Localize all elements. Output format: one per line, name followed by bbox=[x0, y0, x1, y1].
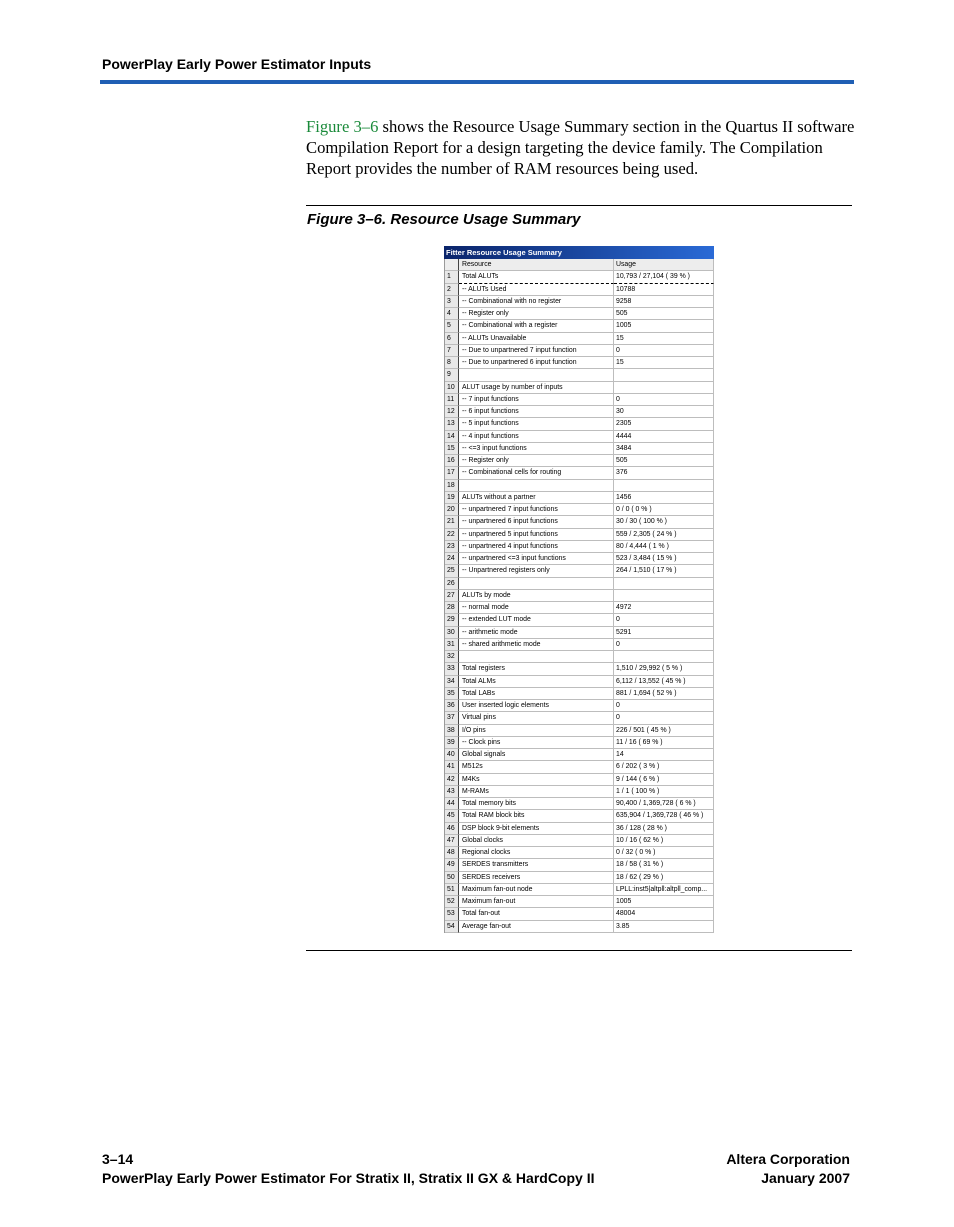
row-number: 8 bbox=[445, 357, 459, 369]
usage-cell: 10,793 / 27,104 ( 39 % ) bbox=[614, 271, 714, 283]
table-row[interactable] bbox=[445, 529, 714, 541]
usage-cell: 559 / 2,305 ( 24 % ) bbox=[614, 529, 714, 541]
resource-cell: -- 4 input functions bbox=[459, 431, 614, 443]
resource-cell: -- Register only bbox=[459, 455, 614, 467]
table-row[interactable] bbox=[445, 835, 714, 847]
footer-doc-title: PowerPlay Early Power Estimator For Stratix II, Stratix II GX & HardCopy II bbox=[102, 1170, 595, 1186]
usage-cell bbox=[614, 369, 714, 381]
resource-cell: -- ALUTs Used bbox=[459, 284, 614, 296]
page-number: 3–14 bbox=[102, 1151, 134, 1167]
resource-cell: -- 6 input functions bbox=[459, 406, 614, 418]
table-row[interactable] bbox=[445, 700, 714, 712]
table-row[interactable] bbox=[445, 480, 714, 492]
table-row[interactable] bbox=[445, 492, 714, 504]
usage-cell: 5291 bbox=[614, 627, 714, 639]
row-number: 1 bbox=[445, 271, 459, 283]
usage-cell: 376 bbox=[614, 467, 714, 479]
row-number: 17 bbox=[445, 467, 459, 479]
resource-cell: -- Combinational with a register bbox=[459, 320, 614, 332]
resource-cell: Total ALMs bbox=[459, 676, 614, 688]
resource-cell: -- arithmetic mode bbox=[459, 627, 614, 639]
usage-cell bbox=[614, 480, 714, 492]
resource-cell: -- Unpartnered registers only bbox=[459, 565, 614, 577]
table-row[interactable] bbox=[445, 296, 714, 308]
usage-cell: 6,112 / 13,552 ( 45 % ) bbox=[614, 676, 714, 688]
usage-cell bbox=[614, 590, 714, 602]
row-number: 12 bbox=[445, 406, 459, 418]
row-number: 10 bbox=[445, 382, 459, 394]
resource-cell: -- Combinational cells for routing bbox=[459, 467, 614, 479]
table-row[interactable] bbox=[445, 908, 714, 920]
footer-date: January 2007 bbox=[761, 1170, 850, 1186]
table-row[interactable] bbox=[445, 810, 714, 822]
row-number: 42 bbox=[445, 774, 459, 786]
row-number: 9 bbox=[445, 369, 459, 381]
table-row[interactable] bbox=[445, 369, 714, 381]
usage-cell: 48004 bbox=[614, 908, 714, 920]
row-number: 16 bbox=[445, 455, 459, 467]
table-row[interactable] bbox=[445, 639, 714, 651]
usage-cell: 0 bbox=[614, 614, 714, 626]
resource-cell: Total registers bbox=[459, 663, 614, 675]
table-row[interactable] bbox=[445, 614, 714, 626]
resource-cell: -- <=3 input functions bbox=[459, 443, 614, 455]
table-row[interactable] bbox=[445, 602, 714, 614]
row-number: 4 bbox=[445, 308, 459, 320]
usage-cell: 15 bbox=[614, 357, 714, 369]
resource-cell: M4Ks bbox=[459, 774, 614, 786]
row-number: 29 bbox=[445, 614, 459, 626]
row-number: 38 bbox=[445, 725, 459, 737]
table-row[interactable] bbox=[445, 859, 714, 871]
row-number: 44 bbox=[445, 798, 459, 810]
row-number: 36 bbox=[445, 700, 459, 712]
row-number: 30 bbox=[445, 627, 459, 639]
usage-cell: 10788 bbox=[614, 284, 714, 296]
usage-cell: 15 bbox=[614, 333, 714, 345]
row-number: 51 bbox=[445, 884, 459, 896]
usage-cell: 18 / 62 ( 29 % ) bbox=[614, 872, 714, 884]
usage-cell: 0 bbox=[614, 712, 714, 724]
resource-cell: Maximum fan-out node bbox=[459, 884, 614, 896]
row-number: 22 bbox=[445, 529, 459, 541]
row-number: 18 bbox=[445, 480, 459, 492]
table-row[interactable] bbox=[445, 872, 714, 884]
table-row[interactable] bbox=[445, 443, 714, 455]
resource-cell bbox=[459, 480, 614, 492]
usage-cell: 30 bbox=[614, 406, 714, 418]
usage-cell: 264 / 1,510 ( 17 % ) bbox=[614, 565, 714, 577]
usage-cell: 30 / 30 ( 100 % ) bbox=[614, 516, 714, 528]
panel-title-bar: Fitter Resource Usage Summary bbox=[444, 246, 714, 259]
row-number: 32 bbox=[445, 651, 459, 663]
usage-cell: 635,904 / 1,369,728 ( 46 % ) bbox=[614, 810, 714, 822]
row-number: 7 bbox=[445, 345, 459, 357]
resource-cell: Total ALUTs bbox=[459, 271, 614, 283]
table-row[interactable] bbox=[445, 578, 714, 590]
table-row[interactable] bbox=[445, 333, 714, 345]
resource-cell: -- 5 input functions bbox=[459, 418, 614, 430]
table-row[interactable] bbox=[445, 749, 714, 761]
usage-cell: 2305 bbox=[614, 418, 714, 430]
row-number: 11 bbox=[445, 394, 459, 406]
table-row[interactable] bbox=[445, 774, 714, 786]
usage-cell: 1456 bbox=[614, 492, 714, 504]
resource-cell: Regional clocks bbox=[459, 847, 614, 859]
table-row[interactable] bbox=[445, 308, 714, 320]
row-number: 40 bbox=[445, 749, 459, 761]
usage-cell: 1005 bbox=[614, 320, 714, 332]
row-number: 33 bbox=[445, 663, 459, 675]
resource-cell: Maximum fan-out bbox=[459, 896, 614, 908]
intro-text: shows the Resource Usage Summary section in the Quartus II software Compilation Report for a design targeting the device family. The Compilation Report provides the number of RAM resources being used. bbox=[306, 117, 855, 178]
row-number: 41 bbox=[445, 761, 459, 773]
usage-cell: 1,510 / 29,992 ( 5 % ) bbox=[614, 663, 714, 675]
resource-cell: -- Combinational with no register bbox=[459, 296, 614, 308]
resource-cell: I/O pins bbox=[459, 725, 614, 737]
row-number: 43 bbox=[445, 786, 459, 798]
table-row[interactable] bbox=[445, 565, 714, 577]
table-row[interactable] bbox=[445, 688, 714, 700]
resource-cell: ALUTs by mode bbox=[459, 590, 614, 602]
resource-cell: SERDES transmitters bbox=[459, 859, 614, 871]
usage-cell: 14 bbox=[614, 749, 714, 761]
table-row[interactable] bbox=[445, 382, 714, 394]
row-number: 20 bbox=[445, 504, 459, 516]
row-number: 46 bbox=[445, 823, 459, 835]
table-row[interactable] bbox=[445, 345, 714, 357]
resource-cell: -- Register only bbox=[459, 308, 614, 320]
usage-cell: 505 bbox=[614, 308, 714, 320]
resource-cell: -- unpartnered 5 input functions bbox=[459, 529, 614, 541]
table-row[interactable] bbox=[445, 357, 714, 369]
resource-cell: -- shared arithmetic mode bbox=[459, 639, 614, 651]
table-row[interactable] bbox=[445, 712, 714, 724]
usage-cell: 226 / 501 ( 45 % ) bbox=[614, 725, 714, 737]
usage-cell bbox=[614, 382, 714, 394]
resource-cell: -- unpartnered 6 input functions bbox=[459, 516, 614, 528]
footer-company: Altera Corporation bbox=[726, 1151, 850, 1167]
row-number: 37 bbox=[445, 712, 459, 724]
table-row[interactable] bbox=[445, 676, 714, 688]
row-number: 31 bbox=[445, 639, 459, 651]
resource-cell: -- Due to unpartnered 6 input function bbox=[459, 357, 614, 369]
header-rule bbox=[100, 80, 854, 84]
row-number: 54 bbox=[445, 921, 459, 933]
usage-cell: 881 / 1,694 ( 52 % ) bbox=[614, 688, 714, 700]
resource-cell: Global signals bbox=[459, 749, 614, 761]
usage-cell: 1 / 1 ( 100 % ) bbox=[614, 786, 714, 798]
usage-cell: 4444 bbox=[614, 431, 714, 443]
table-row[interactable] bbox=[445, 847, 714, 859]
row-number: 5 bbox=[445, 320, 459, 332]
resource-column-header[interactable]: Resource bbox=[459, 259, 614, 271]
table-row[interactable] bbox=[445, 761, 714, 773]
usage-cell: 0 bbox=[614, 345, 714, 357]
resource-cell: Average fan-out bbox=[459, 921, 614, 933]
figure-caption: Figure 3–6. Resource Usage Summary bbox=[307, 211, 581, 228]
row-number: 14 bbox=[445, 431, 459, 443]
resource-cell: Total fan-out bbox=[459, 908, 614, 920]
row-number: 19 bbox=[445, 492, 459, 504]
resource-cell: -- normal mode bbox=[459, 602, 614, 614]
grid-header-row bbox=[445, 259, 714, 271]
resource-cell: Total RAM block bits bbox=[459, 810, 614, 822]
row-number: 45 bbox=[445, 810, 459, 822]
resource-cell: -- ALUTs Unavailable bbox=[459, 333, 614, 345]
usage-cell bbox=[614, 578, 714, 590]
resource-cell: Total memory bits bbox=[459, 798, 614, 810]
usage-cell: 6 / 202 ( 3 % ) bbox=[614, 761, 714, 773]
usage-cell: 505 bbox=[614, 455, 714, 467]
row-number: 6 bbox=[445, 333, 459, 345]
resource-cell: -- Clock pins bbox=[459, 737, 614, 749]
figure-bottom-rule bbox=[306, 950, 852, 951]
table-row[interactable] bbox=[445, 394, 714, 406]
row-number: 39 bbox=[445, 737, 459, 749]
resource-usage-panel bbox=[444, 246, 714, 933]
usage-cell: 3484 bbox=[614, 443, 714, 455]
usage-cell: 90,400 / 1,369,728 ( 6 % ) bbox=[614, 798, 714, 810]
table-row[interactable] bbox=[445, 798, 714, 810]
resource-cell: ALUT usage by number of inputs bbox=[459, 382, 614, 394]
row-number: 25 bbox=[445, 565, 459, 577]
row-number: 27 bbox=[445, 590, 459, 602]
usage-cell: 9 / 144 ( 6 % ) bbox=[614, 774, 714, 786]
usage-cell: 523 / 3,484 ( 15 % ) bbox=[614, 553, 714, 565]
table-row[interactable] bbox=[445, 455, 714, 467]
row-number-header bbox=[445, 259, 459, 271]
row-number: 24 bbox=[445, 553, 459, 565]
figure-top-rule bbox=[306, 205, 852, 206]
table-row[interactable] bbox=[445, 896, 714, 908]
table-row[interactable] bbox=[445, 504, 714, 516]
usage-cell bbox=[614, 651, 714, 663]
usage-cell: 9258 bbox=[614, 296, 714, 308]
usage-cell: 0 / 0 ( 0 % ) bbox=[614, 504, 714, 516]
row-number: 13 bbox=[445, 418, 459, 430]
running-header-title: PowerPlay Early Power Estimator Inputs bbox=[102, 56, 372, 72]
row-number: 52 bbox=[445, 896, 459, 908]
figure-link[interactable]: Figure 3–6 bbox=[306, 117, 379, 136]
usage-cell: 0 bbox=[614, 394, 714, 406]
table-row[interactable] bbox=[445, 921, 714, 933]
usage-cell: 80 / 4,444 ( 1 % ) bbox=[614, 541, 714, 553]
row-number: 49 bbox=[445, 859, 459, 871]
table-row[interactable] bbox=[445, 284, 714, 296]
table-row[interactable] bbox=[445, 553, 714, 565]
usage-column-header[interactable]: Usage bbox=[614, 259, 714, 271]
table-row[interactable] bbox=[445, 823, 714, 835]
usage-cell: 4972 bbox=[614, 602, 714, 614]
resource-cell: -- unpartnered 7 input functions bbox=[459, 504, 614, 516]
row-number: 28 bbox=[445, 602, 459, 614]
usage-cell: 36 / 128 ( 28 % ) bbox=[614, 823, 714, 835]
resource-cell: SERDES receivers bbox=[459, 872, 614, 884]
row-number: 2 bbox=[445, 284, 459, 296]
row-number: 50 bbox=[445, 872, 459, 884]
row-number: 15 bbox=[445, 443, 459, 455]
resource-cell: Total LABs bbox=[459, 688, 614, 700]
usage-cell: 0 bbox=[614, 700, 714, 712]
table-row[interactable] bbox=[445, 541, 714, 553]
usage-cell: LPLL:inst5|altpll:altpll_comp... bbox=[614, 884, 714, 896]
table-row[interactable] bbox=[445, 467, 714, 479]
table-row[interactable] bbox=[445, 884, 714, 896]
table-row[interactable] bbox=[445, 590, 714, 602]
usage-cell: 3.85 bbox=[614, 921, 714, 933]
resource-cell bbox=[459, 651, 614, 663]
table-row[interactable] bbox=[445, 271, 714, 283]
table-row[interactable] bbox=[445, 627, 714, 639]
table-row[interactable] bbox=[445, 418, 714, 430]
row-number: 26 bbox=[445, 578, 459, 590]
usage-cell: 1005 bbox=[614, 896, 714, 908]
resource-cell: -- unpartnered 4 input functions bbox=[459, 541, 614, 553]
intro-paragraph bbox=[306, 116, 856, 179]
resource-cell bbox=[459, 369, 614, 381]
row-number: 23 bbox=[445, 541, 459, 553]
table-row[interactable] bbox=[445, 320, 714, 332]
resource-cell: -- unpartnered <=3 input functions bbox=[459, 553, 614, 565]
table-row[interactable] bbox=[445, 651, 714, 663]
resource-cell: User inserted logic elements bbox=[459, 700, 614, 712]
row-number: 48 bbox=[445, 847, 459, 859]
resource-cell: ALUTs without a partner bbox=[459, 492, 614, 504]
resource-cell: DSP block 9-bit elements bbox=[459, 823, 614, 835]
usage-cell: 0 / 32 ( 0 % ) bbox=[614, 847, 714, 859]
table-row[interactable] bbox=[445, 737, 714, 749]
resource-cell: -- extended LUT mode bbox=[459, 614, 614, 626]
resource-cell: Virtual pins bbox=[459, 712, 614, 724]
table-row[interactable] bbox=[445, 516, 714, 528]
row-number: 3 bbox=[445, 296, 459, 308]
row-number: 53 bbox=[445, 908, 459, 920]
row-number: 34 bbox=[445, 676, 459, 688]
usage-cell: 18 / 58 ( 31 % ) bbox=[614, 859, 714, 871]
table-row[interactable] bbox=[445, 406, 714, 418]
table-row[interactable] bbox=[445, 663, 714, 675]
usage-cell: 0 bbox=[614, 639, 714, 651]
table-row[interactable] bbox=[445, 431, 714, 443]
resource-cell: M512s bbox=[459, 761, 614, 773]
resource-cell: -- Due to unpartnered 7 input function bbox=[459, 345, 614, 357]
resource-cell bbox=[459, 578, 614, 590]
table-row[interactable] bbox=[445, 786, 714, 798]
row-number: 35 bbox=[445, 688, 459, 700]
resource-grid bbox=[444, 259, 714, 933]
row-number: 47 bbox=[445, 835, 459, 847]
resource-cell: M-RAMs bbox=[459, 786, 614, 798]
table-row[interactable] bbox=[445, 725, 714, 737]
usage-cell: 10 / 16 ( 62 % ) bbox=[614, 835, 714, 847]
row-number: 21 bbox=[445, 516, 459, 528]
resource-cell: -- 7 input functions bbox=[459, 394, 614, 406]
resource-cell: Global clocks bbox=[459, 835, 614, 847]
usage-cell: 11 / 16 ( 69 % ) bbox=[614, 737, 714, 749]
